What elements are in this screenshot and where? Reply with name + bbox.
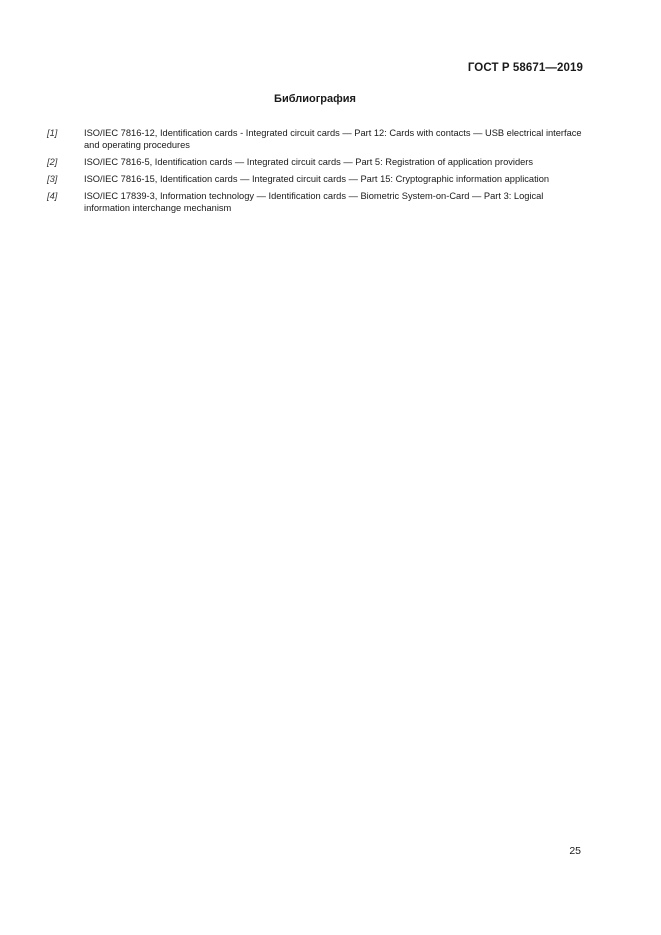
bibliography-entry-number: [4] [47, 191, 58, 201]
bibliography-entry-text: ISO/IEC 7816-12, Identification cards - Integrated circuit cards — Part 12: Cards with contacts — USB electrical interface and operating procedures [84, 128, 582, 150]
bibliography-entry-text: ISO/IEC 7816-15, Identification cards — Integrated circuit cards — Part 15: Cryptographic information application [84, 174, 550, 184]
bibliography-list [47, 127, 587, 219]
bibliography-entry-number: [3] [47, 174, 58, 184]
bibliography-entry [47, 173, 587, 185]
bibliography-entry-number: [2] [47, 157, 58, 167]
bibliography-entry [47, 127, 587, 151]
page-number: 25 [569, 845, 581, 857]
bibliography-entry-text: ISO/IEC 17839-3, Information technology — Identification cards — Biometric System-on-Card — Part 3: Logical information interchange mechanism [84, 191, 544, 213]
bibliography-entry-number: [1] [47, 128, 58, 138]
bibliography-title: Библиография [274, 93, 356, 105]
document-standard-id: ГОСТ Р 58671—2019 [467, 62, 583, 74]
bibliography-entry [47, 190, 587, 214]
bibliography-entry [47, 156, 587, 168]
bibliography-entry-text: ISO/IEC 7816-5, Identification cards — Integrated circuit cards — Part 5: Registration of application providers [84, 157, 534, 167]
